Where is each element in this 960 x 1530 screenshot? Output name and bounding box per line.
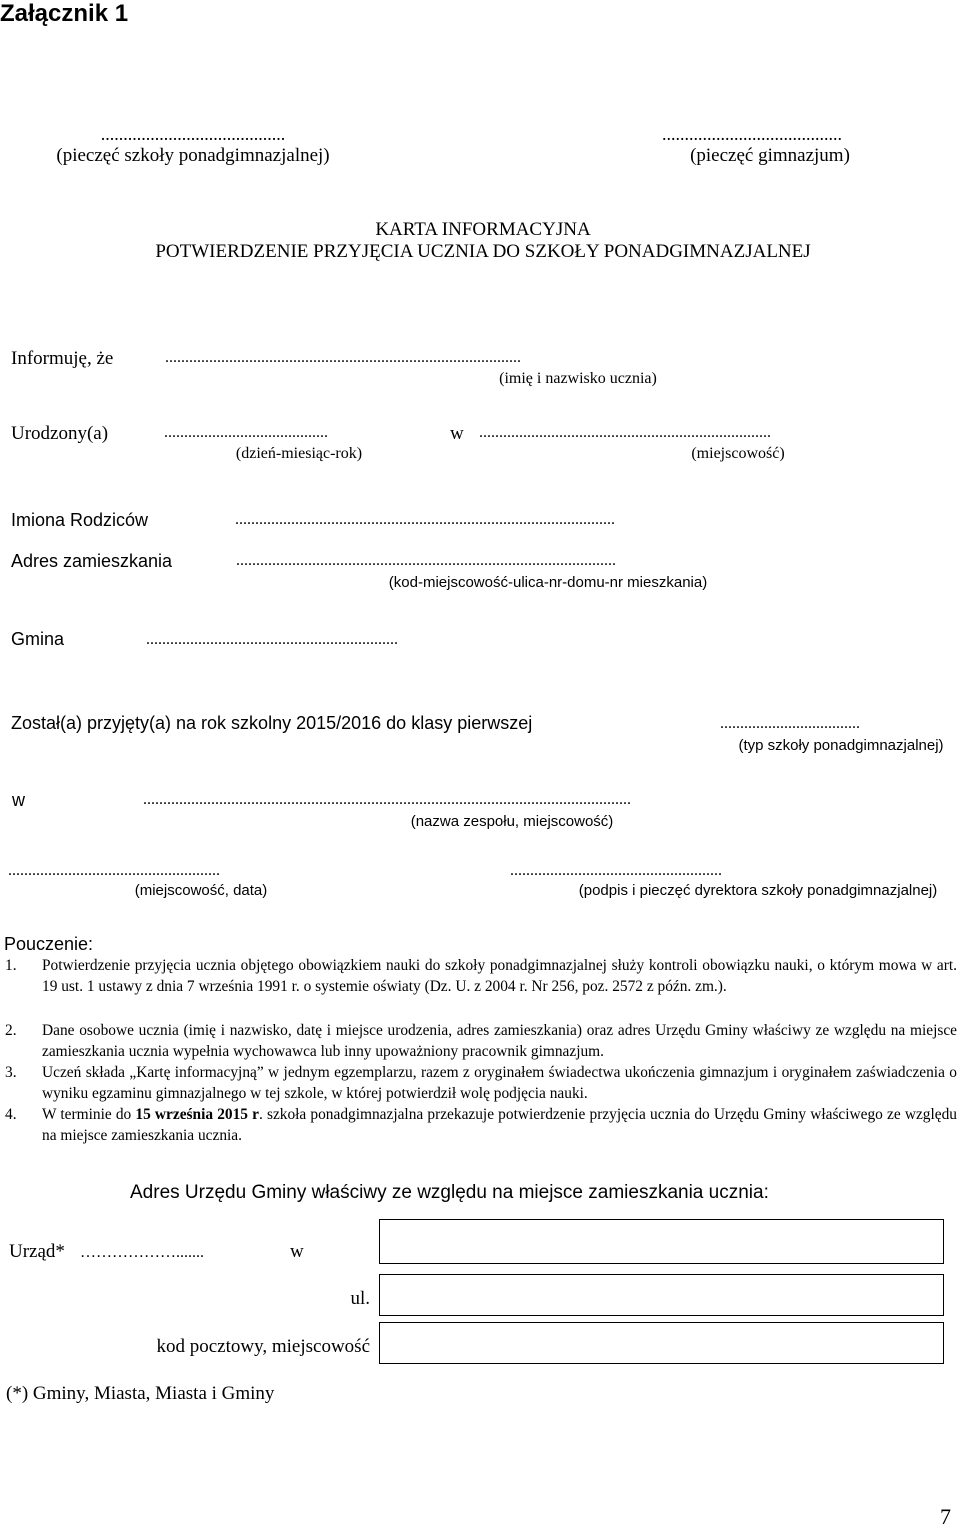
school-type-dots: ................................... <box>720 715 860 732</box>
signature-dots: ..................................................... <box>510 862 722 879</box>
postal-box[interactable] <box>379 1322 944 1364</box>
office-name-box[interactable] <box>379 1219 944 1264</box>
instruction-text: Dane osobowe ucznia (imię i nazwisko, datę i miejsce urodzenia, adres zamieszkania) oraz adres Urzędu Gminy właściwy ze względu na miejsce zamieszkania ucznia wypełnia wychowawca lub inny upoważniony pracownik gimnazjum. <box>42 1022 957 1060</box>
footnote: (*) Gminy, Miasta, Miasta i Gminy <box>6 1383 275 1404</box>
instruction-number: 1. <box>5 957 17 974</box>
instruction-item <box>5 955 957 997</box>
student-name-dots: ......................................................................................... <box>165 349 521 366</box>
student-name-caption: (imię i nazwisko ucznia) <box>499 370 657 387</box>
deadline-date: 15 września 2015 r <box>135 1106 259 1123</box>
gymnasium-stamp-dots: ........................................ <box>662 124 842 144</box>
instruction-item <box>5 1062 957 1104</box>
instruction-number: 2. <box>5 1022 17 1039</box>
place-date-caption: (miejscowość, data) <box>134 882 268 899</box>
school-stamp-label: (pieczęć szkoły ponadgimnazjalnej) <box>56 145 330 166</box>
postal-label: kod pocztowy, miejscowość <box>156 1336 370 1357</box>
complex-caption: (nazwa zespołu, miejscowość) <box>410 813 614 830</box>
school-stamp-dots: ......................................... <box>100 124 286 144</box>
instruction-text: Uczeń składa „Kartę informacyjną” w jednym egzemplarzu, razem z oryginałem świadectwa ukończenia gimnazjum i oryginałem zaświadczenia o wyniku egzaminu gimnazjalnego w tej szkole, w której potwierdził wolę podjęcia nauki. <box>42 1064 957 1102</box>
instruction-text-start: W terminie do <box>42 1106 132 1123</box>
document-subtitle: POTWIERDZENIE PRZYJĘCIA UCZNIA DO SZKOŁY PONADGIMNAZJALNEJ <box>155 241 811 262</box>
instruction-number: 3. <box>5 1064 17 1081</box>
parents-dots: ............................................................................................... <box>235 511 615 528</box>
office-heading: Adres Urzędu Gminy właściwy ze względu na miejsce zamieszkania ucznia: <box>130 1182 769 1203</box>
gmina-label: Gmina <box>11 629 65 649</box>
street-label: ul. <box>350 1288 370 1309</box>
street-box[interactable] <box>379 1274 944 1316</box>
signature-caption: (podpis i pieczęć dyrektora szkoły ponadgimnazjalnej) <box>578 882 938 899</box>
document-title: KARTA INFORMACYJNA <box>375 219 591 240</box>
complex-dots: .......................................................................................................................... <box>143 791 631 808</box>
place-date-dots: ..................................................... <box>8 862 220 879</box>
instruction-text <box>42 1104 957 1146</box>
inform-label: Informuję, że <box>11 348 114 369</box>
parents-label: Imiona Rodziców <box>11 510 149 530</box>
school-type-caption: (typ szkoły ponadgimnazjalnej) <box>738 737 944 754</box>
birth-date-caption: (dzień-miesiąc-rok) <box>235 445 363 462</box>
complex-in-label: w <box>12 790 25 810</box>
page-number: 7 <box>940 1504 951 1529</box>
accepted-statement: Został(a) przyjęty(a) na rok szkolny 2015/2016 do klasy pierwszej <box>11 713 533 733</box>
instruction-item <box>5 1020 957 1062</box>
instruction-text-end: . szkoła ponadgimnazjalna przekazuje potwierdzenie przyjęcia ucznia do Urzędu Gminy właściwego ze względu na miejsce zamieszkania ucznia. <box>42 1106 957 1144</box>
gymnasium-stamp-label: (pieczęć gimnazjum) <box>690 145 850 166</box>
instructions-heading: Pouczenie: <box>4 934 94 954</box>
attachment-heading: Załącznik 1 <box>0 0 129 27</box>
birth-place-dots: ......................................................................... <box>479 424 771 441</box>
instruction-text: Potwierdzenie przyjęcia ucznia objętego obowiązkiem nauki do szkoły ponadgimnazjalnej służy kontroli obowiązku nauki, o którym mowa w art. 19 ust. 1 ustawy z dnia 7 września 1991 r. o systemie oświaty (Dz. U. z 2004 r. Nr 256, poz. 2572 z późn. zm.). <box>42 957 957 995</box>
office-label: Urząd* <box>9 1241 65 1262</box>
office-in-label: w <box>290 1241 304 1262</box>
instruction-item <box>5 1104 957 1146</box>
birth-place-caption: (miejscowość) <box>691 445 785 462</box>
instruction-number: 4. <box>5 1106 17 1123</box>
office-dots: ………………....... <box>80 1244 204 1261</box>
birth-date-dots: ......................................... <box>164 424 328 441</box>
address-label: Adres zamieszkania <box>11 551 173 571</box>
birth-in-label: w <box>450 423 464 444</box>
born-label: Urodzony(a) <box>11 423 109 444</box>
address-caption: (kod-miejscowość-ulica-nr-domu-nr mieszkania) <box>388 574 708 591</box>
gmina-dots: ............................................................... <box>146 631 398 648</box>
address-dots: ............................................................................................... <box>236 552 616 569</box>
